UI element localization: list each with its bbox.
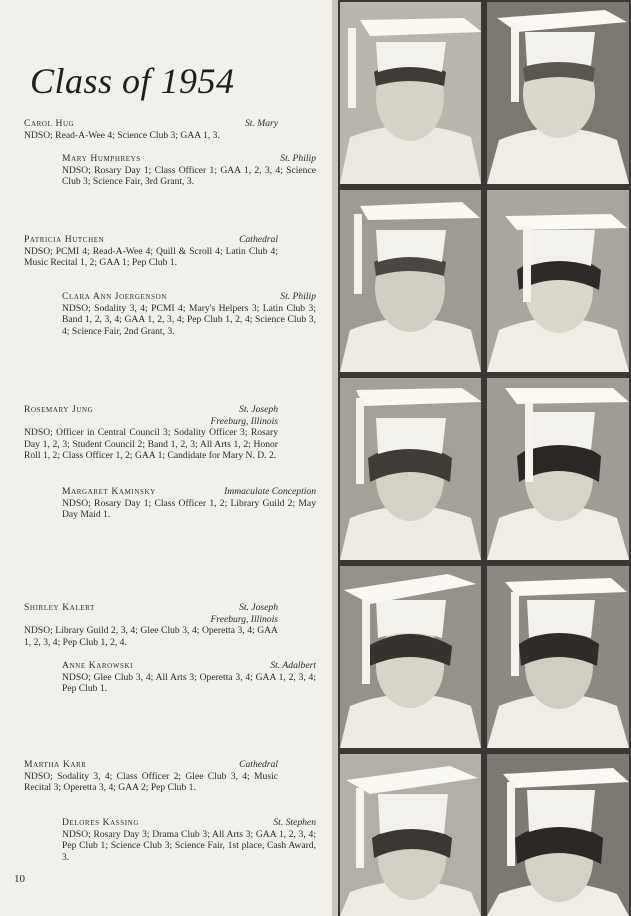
student-town: Freeburg, Illinois [210, 415, 278, 427]
portrait-image [340, 566, 481, 748]
student-entry [62, 291, 316, 337]
student-portrait [487, 566, 629, 748]
portrait-image [340, 378, 481, 560]
portrait-image [340, 2, 481, 184]
page-title: Class of 1954 [30, 61, 235, 101]
page-number: 10 [14, 873, 25, 885]
student-name: Carol Hug [24, 118, 75, 129]
student-parish: St. Adalbert [270, 660, 316, 671]
student-entry [24, 759, 278, 794]
portrait-image [340, 754, 481, 916]
student-activities: NDSO; Rosary Day 1; Class Officer 1; GAA 1, 2, 3, 4; Science Club 3; Science Fair, 3rd Grant, 3. [62, 164, 316, 187]
student-town: Freeburg, Illinois [210, 613, 278, 625]
student-entry [62, 817, 316, 863]
student-activities: NDSO; PCMI 4; Read-A-Wee 4; Quill & Scroll 4; Latin Club 4; Music Recital 1, 2; GAA 1; Pep Club 1. [24, 245, 278, 268]
student-parish: Cathedral [239, 759, 278, 770]
student-activities: NDSO; Read-A-Wee 4; Science Club 3; GAA 1, 3. [24, 129, 220, 141]
student-activities: NDSO; Rosary Day 1; Class Officer 1, 2; Library Guild 2; May Day Maid 1. [62, 497, 316, 520]
student-portrait [340, 2, 481, 184]
student-activities: NDSO; Glee Club 3, 4; All Arts 3; Operetta 3, 4; GAA 1, 2, 3, 4; Pep Club 1. [62, 671, 316, 694]
portrait-image [487, 378, 629, 560]
student-portrait [340, 190, 481, 372]
student-parish: Cathedral [239, 234, 278, 245]
student-activities: NDSO; Officer in Central Council 3; Sodality Officer 3; Rosary Day 1, 2, 3; Student Council 2; Band 1, 2, 3; All Arts 1, 2; Honor Roll 1, 2; Class Officer 1, 2; GAA 1; Candidate for Mary N. D. 2. [24, 427, 278, 461]
student-activities: NDSO; Library Guild 2, 3, 4; Glee Club 3, 4; Operetta 3, 4; GAA 1, 2, 3, 4; Pep Club 1, 2, 4. [24, 625, 278, 648]
portrait-image [487, 190, 629, 372]
portrait-image [487, 2, 629, 184]
student-parish: St. Mary [244, 118, 278, 129]
student-entry [62, 486, 316, 521]
student-portrait [340, 378, 481, 560]
student-portrait [487, 378, 629, 560]
student-parish: St. Joseph [239, 404, 278, 415]
portrait-image [487, 566, 629, 748]
student-portrait [487, 190, 629, 372]
portrait-image [487, 754, 629, 916]
portrait-image [340, 190, 481, 372]
student-entry [24, 234, 278, 269]
student-name: Anne Karowski [62, 660, 134, 671]
student-parish: St. Philip [280, 153, 316, 164]
student-parish: Immaculate Conception [224, 486, 316, 497]
student-entry [62, 153, 316, 188]
student-name: Patricia Hutchen [24, 234, 105, 245]
student-portrait [340, 566, 481, 748]
student-name: Shirley Kalert [24, 602, 95, 613]
student-parish: St. Philip [280, 291, 316, 302]
student-name: Margaret Kaminsky [62, 486, 156, 497]
student-portrait [487, 754, 629, 916]
student-parish: St. Joseph [239, 602, 278, 613]
student-entry [24, 118, 278, 141]
student-activities: NDSO; Sodality 3, 4; PCMI 4; Mary's Helpers 3; Latin Club 3; Band 1, 2, 3, 4; GAA 1, 2, 3, 4; Pep Club 1, 2, 4; Science Club 3, 4; Science Fair, 2nd Grant, 3. [62, 302, 316, 337]
student-entry [24, 404, 278, 462]
student-activities: NDSO; Rosary Day 3; Drama Club 3; All Arts 3; GAA 1, 2, 3, 4; Pep Club 1; Science Club 3; Science Fair, 1st place, Cash Award, 3. [62, 828, 316, 863]
portrait-grid [338, 0, 631, 916]
student-name: Delores Kassing [62, 817, 139, 828]
student-activities: NDSO; Sodality 3, 4; Class Officer 2; Glee Club 3, 4; Music Recital 3; Operetta 3, 4; GAA 2; Pep Club 1. [24, 770, 278, 793]
student-parish: St. Stephen [273, 817, 316, 828]
student-entry [62, 660, 316, 695]
student-portrait [487, 2, 629, 184]
student-name: Rosemary Jung [24, 404, 94, 415]
student-entry [24, 602, 278, 648]
student-name: Mary Humphreys [62, 153, 141, 164]
student-name: Martha Karr [24, 759, 87, 770]
student-portrait [340, 754, 481, 916]
student-name: Clara Ann Joergenson [62, 291, 167, 302]
